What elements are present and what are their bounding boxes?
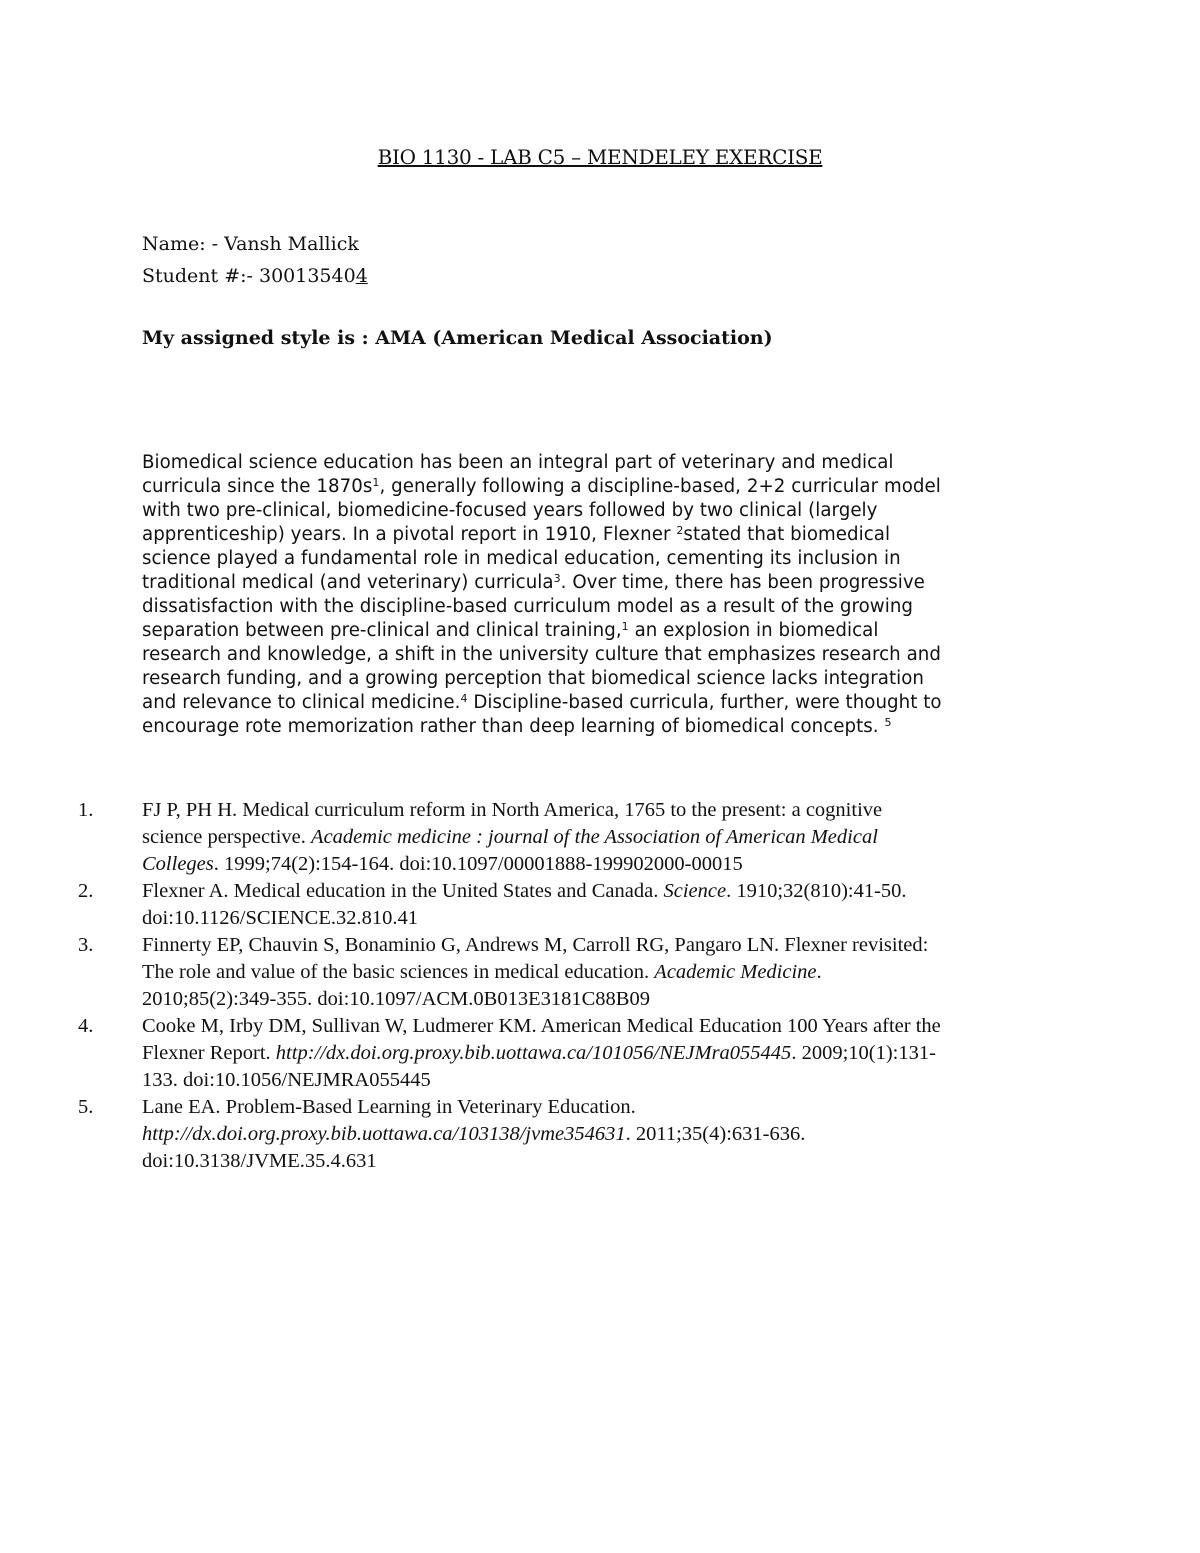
paragraph-line: [142, 547, 1072, 571]
student-number-last-digit: 4: [355, 265, 368, 287]
citation-superscript: 1: [621, 620, 629, 633]
assigned-style: My assigned style is : AMA (American Medical Association): [142, 327, 773, 349]
citation-superscript: 1: [372, 476, 380, 489]
reference-text: 2010;85(2):349-355. doi:10.1097/ACM.0B013E3181C88B09: [142, 988, 650, 1010]
reference-item: [0, 878, 1200, 932]
reference-line: [142, 1067, 1200, 1094]
reference-number: 1.: [78, 799, 94, 821]
paragraph-line: [142, 523, 1072, 547]
paragraph-text: stated that biomedical: [683, 524, 891, 545]
reference-text: doi:10.3138/JVME.35.4.631: [142, 1150, 377, 1172]
reference-text: 133. doi:10.1056/NEJMRA055445: [142, 1069, 431, 1091]
reference-link[interactable]: http://dx.doi.org.proxy.bib.uottawa.ca/101056/NEJMra055445: [275, 1042, 792, 1064]
reference-item: [0, 1094, 1200, 1175]
paragraph-text: research and knowledge, a shift in the university culture that emphasizes research and: [142, 644, 941, 665]
paragraph-text: and relevance to clinical medicine.: [142, 692, 461, 713]
reference-number: 2.: [78, 880, 94, 902]
paragraph-text: curricula since the 1870s: [142, 476, 373, 497]
reference-text: science perspective.: [142, 826, 312, 848]
reference-number: 4.: [78, 1015, 94, 1037]
reference-line: [142, 851, 1200, 878]
reference-line: [142, 1094, 1200, 1121]
journal-title: Academic Medicine: [654, 961, 817, 983]
body-paragraph: [142, 451, 1072, 739]
reference-text: FJ P, PH H. Medical curriculum reform in North America, 1765 to the present: a cognitive: [142, 799, 883, 821]
journal-title: Science: [663, 880, 727, 902]
student-name: Name: - Vansh Mallick: [142, 233, 359, 255]
citation-superscript: 3: [553, 572, 561, 585]
paragraph-line: [142, 571, 1072, 595]
paragraph-text: encourage rote memorization rather than deep learning of biomedical concepts.: [142, 716, 885, 737]
citation-superscript: 4: [460, 692, 468, 705]
paragraph-text: science played a fundamental role in medical education, cementing its inclusion in: [142, 548, 901, 569]
reference-text: . 2011;35(4):631-636.: [625, 1123, 806, 1145]
reference-line: [142, 986, 1200, 1013]
paragraph-text: dissatisfaction with the discipline-based curriculum model as a result of the growing: [142, 596, 913, 617]
paragraph-line: [142, 643, 1072, 667]
paragraph-line: [142, 475, 1072, 499]
paragraph-text: apprenticeship) years. In a pivotal report in 1910, Flexner: [142, 524, 677, 545]
reference-link[interactable]: http://dx.doi.org.proxy.bib.uottawa.ca/103138/jvme354631: [142, 1123, 626, 1145]
reference-text: . 2009;10(1):131-: [791, 1042, 936, 1064]
reference-line: [142, 1040, 1200, 1067]
reference-line: [142, 797, 1200, 824]
citation-superscript: 5: [884, 716, 892, 729]
reference-text: . 1999;74(2):154-164. doi:10.1097/00001888-199902000-00015: [213, 853, 743, 875]
paragraph-text: separation between pre-clinical and clinical training,: [142, 620, 622, 641]
reference-text: doi:10.1126/SCIENCE.32.810.41: [142, 907, 418, 929]
paragraph-text: traditional medical (and veterinary) curricula: [142, 572, 554, 593]
paragraph-text: research funding, and a growing perception that biomedical science lacks integration: [142, 668, 925, 689]
reference-text: Flexner A. Medical education in the United States and Canada.: [142, 880, 664, 902]
reference-text: Flexner Report.: [142, 1042, 276, 1064]
reference-line: [142, 932, 1200, 959]
reference-line: [142, 1148, 1200, 1175]
reference-line: [142, 1013, 1200, 1040]
reference-text: Cooke M, Irby DM, Sullivan W, Ludmerer KM. American Medical Education 100 Years after the: [142, 1015, 941, 1037]
paragraph-line: [142, 667, 1072, 691]
paragraph-line: [142, 595, 1072, 619]
reference-number: 3.: [78, 934, 94, 956]
paragraph-text: with two pre-clinical, biomedicine-focused years followed by two clinical (largely: [142, 500, 878, 521]
reference-line: [142, 1121, 1200, 1148]
paragraph-line: [142, 451, 1072, 475]
reference-text: . 1910;32(810):41-50.: [726, 880, 907, 902]
student-number: [142, 265, 368, 287]
paragraph-line: [142, 715, 1072, 739]
journal-title: Colleges: [142, 853, 214, 875]
reference-line: [142, 824, 1200, 851]
paragraph-line: [142, 499, 1072, 523]
reference-text: .: [816, 961, 822, 983]
student-number-text: Student #:- 30013540: [142, 265, 356, 287]
reference-number: 5.: [78, 1096, 94, 1118]
reference-text: Lane EA. Problem-Based Learning in Veterinary Education.: [142, 1096, 636, 1118]
journal-title: Academic medicine : journal of the Association of American Medical: [311, 826, 878, 848]
citation-superscript: 2: [676, 524, 684, 537]
reference-item: [0, 932, 1200, 1013]
paragraph-line: [142, 619, 1072, 643]
paragraph-text: Discipline-based curricula, further, were thought to: [467, 692, 942, 713]
reference-list: [0, 797, 1200, 1175]
paragraph-text: an explosion in biomedical: [628, 620, 879, 641]
reference-line: [142, 878, 1200, 905]
page-title: BIO 1130 - LAB C5 – MENDELEY EXERCISE: [377, 145, 823, 169]
reference-line: [142, 905, 1200, 932]
reference-item: [0, 797, 1200, 878]
reference-text: Finnerty EP, Chauvin S, Bonaminio G, Andrews M, Carroll RG, Pangaro LN. Flexner revisited:: [142, 934, 929, 956]
reference-line: [142, 959, 1200, 986]
reference-text: The role and value of the basic sciences in medical education.: [142, 961, 655, 983]
reference-item: [0, 1013, 1200, 1094]
paragraph-text: Biomedical science education has been an integral part of veterinary and medical: [142, 452, 894, 473]
paragraph-text: . Over time, there has been progressive: [560, 572, 925, 593]
paragraph-line: [142, 691, 1072, 715]
paragraph-text: , generally following a discipline-based, 2+2 curricular model: [379, 476, 941, 497]
